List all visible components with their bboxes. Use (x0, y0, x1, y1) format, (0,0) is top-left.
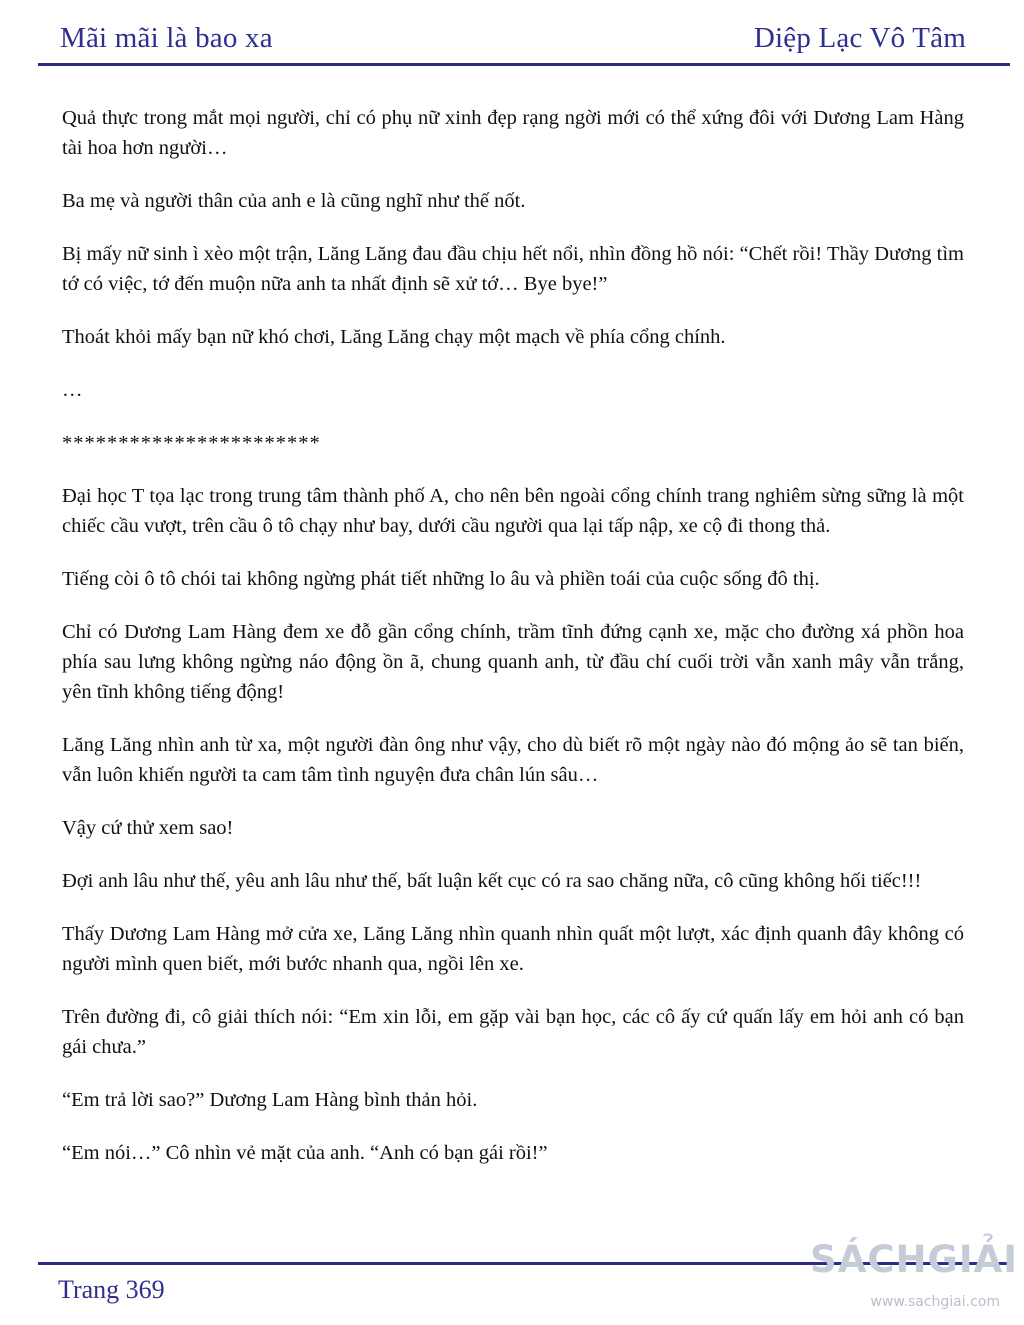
paragraph: Vậy cứ thử xem sao! (62, 817, 234, 839)
chapter-text (62, 103, 964, 1191)
paragraph: Đợi anh lâu như thế, yêu anh lâu như thế, bất luận kết cục có ra sao chăng nữa, cô cũng không hối tiếc!!! (62, 870, 922, 892)
paragraph: Trên đường đi, cô giải thích nói: “Em xin lỗi, em gặp vài bạn học, các cô ấy cứ quấn lấy em hỏi anh có bạn gái chưa.” (62, 1006, 964, 1058)
paragraph: Lăng Lăng nhìn anh từ xa, một người đàn ông như vậy, cho dù biết rõ một ngày nào đó mộng ảo sẽ tan biến, vẫn luôn khiến người ta cam tâm tình nguyện đưa chân lún sâu… (62, 734, 964, 786)
paragraph: Thấy Dương Lam Hàng mở cửa xe, Lăng Lăng nhìn quanh nhìn quất một lượt, xác định quanh đây không có người mình quen biết, mới bước nhanh qua, ngồi lên xe. (62, 923, 964, 975)
header-divider (38, 63, 1010, 66)
paragraph: “Em trả lời sao?” Dương Lam Hàng bình thản hỏi. (62, 1089, 478, 1111)
page-number: Trang 369 (58, 1275, 165, 1304)
watermark-logo: SÁCHGIẢI (810, 1238, 1018, 1281)
paragraph: Chỉ có Dương Lam Hàng đem xe đỗ gần cổng chính, trầm tĩnh đứng cạnh xe, mặc cho đường xá phồn hoa phía sau lưng không ngừng náo động ồn ã, chung quanh anh, từ đầu chí cuối trời vẫn xanh mây vẫn trắng, yên tĩnh không tiếng động! (62, 621, 964, 703)
paragraph: Bị mấy nữ sinh ì xèo một trận, Lăng Lăng đau đầu chịu hết nổi, nhìn đồng hồ nói: “Chết rồi! Thầy Dương tìm tớ có việc, tớ đến muộn nữa anh ta nhất định sẽ xử tớ… Bye bye!” (62, 243, 964, 295)
watermark (810, 1238, 1018, 1318)
paragraph: “Em nói…” Cô nhìn vẻ mặt của anh. “Anh có bạn gái rồi!” (62, 1142, 548, 1164)
paragraph: Thoát khỏi mấy bạn nữ khó chơi, Lăng Lăng chạy một mạch về phía cổng chính. (62, 326, 726, 348)
paragraph: Quả thực trong mắt mọi người, chỉ có phụ nữ xinh đẹp rạng ngời mới có thể xứng đôi với Dương Lam Hàng tài hoa hơn người… (62, 107, 964, 159)
paragraph: Ba mẹ và người thân của anh e là cũng nghĩ như thế nốt. (62, 190, 526, 212)
paragraph: Đại học T tọa lạc trong trung tâm thành phố A, cho nên bên ngoài cổng chính trang nghiêm sừng sững là một chiếc cầu vượt, trên cầu ô tô chạy như bay, dưới cầu người qua lại tấp nập, xe cộ đi thong thả. (62, 485, 964, 537)
author-name: Diệp Lạc Vô Tâm (753, 22, 966, 54)
watermark-url: www.sachgiai.com (870, 1294, 1000, 1310)
scene-break: *********************** (62, 432, 321, 454)
paragraph: Tiếng còi ô tô chói tai không ngừng phát tiết những lo âu và phiền toái của cuộc sống đô thị. (62, 568, 820, 590)
book-title: Mãi mãi là bao xa (60, 22, 273, 54)
ellipsis-paragraph: … (62, 379, 83, 401)
